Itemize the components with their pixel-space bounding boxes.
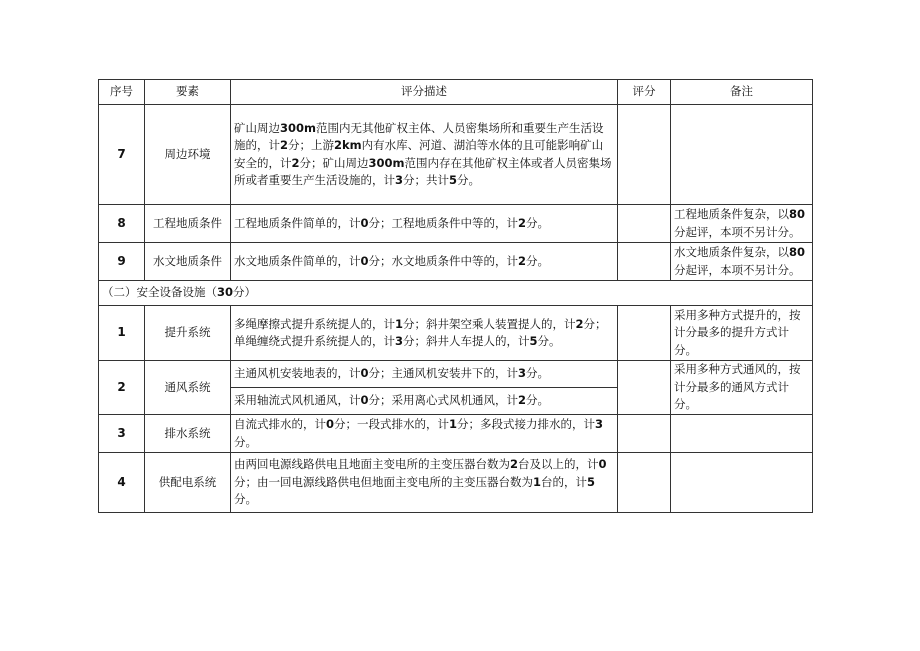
table-row (99, 453, 813, 513)
row-no: 8 (99, 205, 145, 243)
row-no: 1 (99, 306, 145, 361)
table-row (99, 205, 813, 243)
row-desc: 主通风机安装地表的，计0分；主通风机安装井下的，计3分。 (231, 361, 618, 388)
row-element: 提升系统 (145, 306, 231, 361)
row-no: 2 (99, 361, 145, 415)
row-note: 采用多种方式通风的，按计分最多的通风方式计分。 (671, 361, 813, 415)
section-row (99, 281, 813, 306)
row-note (671, 453, 813, 513)
row-score (618, 243, 671, 281)
header-score: 评分 (618, 80, 671, 105)
table-row (99, 243, 813, 281)
row-element: 排水系统 (145, 415, 231, 453)
header-row (99, 80, 813, 105)
row-desc: 多绳摩擦式提升系统提人的，计1分；斜井架空乘人装置提人的，计2分；单绳缠绕式提升系统提人的，计3分；斜井人车提人的，计5分。 (231, 306, 618, 361)
row-desc: 采用轴流式风机通风，计0分；采用离心式风机通风，计2分。 (231, 388, 618, 415)
scoring-table (98, 79, 813, 513)
header-desc: 评分描述 (231, 80, 618, 105)
header-element: 要素 (145, 80, 231, 105)
row-desc: 由两回电源线路供电且地面主变电所的主变压器台数为2台及以上的，计0分；由一回电源线路供电但地面主变电所的主变压器台数为1台的，计5分。 (231, 453, 618, 513)
section-title: （二）安全设备设施（30分） (99, 281, 813, 306)
row-element: 水文地质条件 (145, 243, 231, 281)
row-element: 工程地质条件 (145, 205, 231, 243)
row-score (618, 105, 671, 205)
table-row (99, 105, 813, 205)
row-no: 3 (99, 415, 145, 453)
row-no: 4 (99, 453, 145, 513)
row-score (618, 205, 671, 243)
row-note (671, 415, 813, 453)
row-score (618, 415, 671, 453)
row-note (671, 105, 813, 205)
row-score (618, 306, 671, 361)
row-desc: 工程地质条件简单的，计0分；工程地质条件中等的，计2分。 (231, 205, 618, 243)
row-desc: 矿山周边300m范围内无其他矿权主体、人员密集场所和重要生产生活设施的，计2分；上游2km内有水库、河道、湖泊等水体的且可能影响矿山安全的，计2分；矿山周边300m范围内存在其他矿权主体或者人员密集场所或者重要生产生活设施的，计3分；共计5分。 (231, 105, 618, 205)
row-no: 9 (99, 243, 145, 281)
row-score (618, 453, 671, 513)
header-note: 备注 (671, 80, 813, 105)
row-desc: 水文地质条件简单的，计0分；水文地质条件中等的，计2分。 (231, 243, 618, 281)
row-element: 周边环境 (145, 105, 231, 205)
row-note: 水文地质条件复杂，以80分起评，本项不另计分。 (671, 243, 813, 281)
row-desc: 自流式排水的，计0分；一段式排水的，计1分；多段式接力排水的，计3分。 (231, 415, 618, 453)
table-row (99, 415, 813, 453)
row-note: 工程地质条件复杂，以80分起评，本项不另计分。 (671, 205, 813, 243)
row-note: 采用多种方式提升的，按计分最多的提升方式计分。 (671, 306, 813, 361)
table-row (99, 306, 813, 361)
row-element: 供配电系统 (145, 453, 231, 513)
header-no: 序号 (99, 80, 145, 105)
row-no: 7 (99, 105, 145, 205)
row-element: 通风系统 (145, 361, 231, 415)
row-score (618, 361, 671, 415)
table-row (99, 361, 813, 388)
